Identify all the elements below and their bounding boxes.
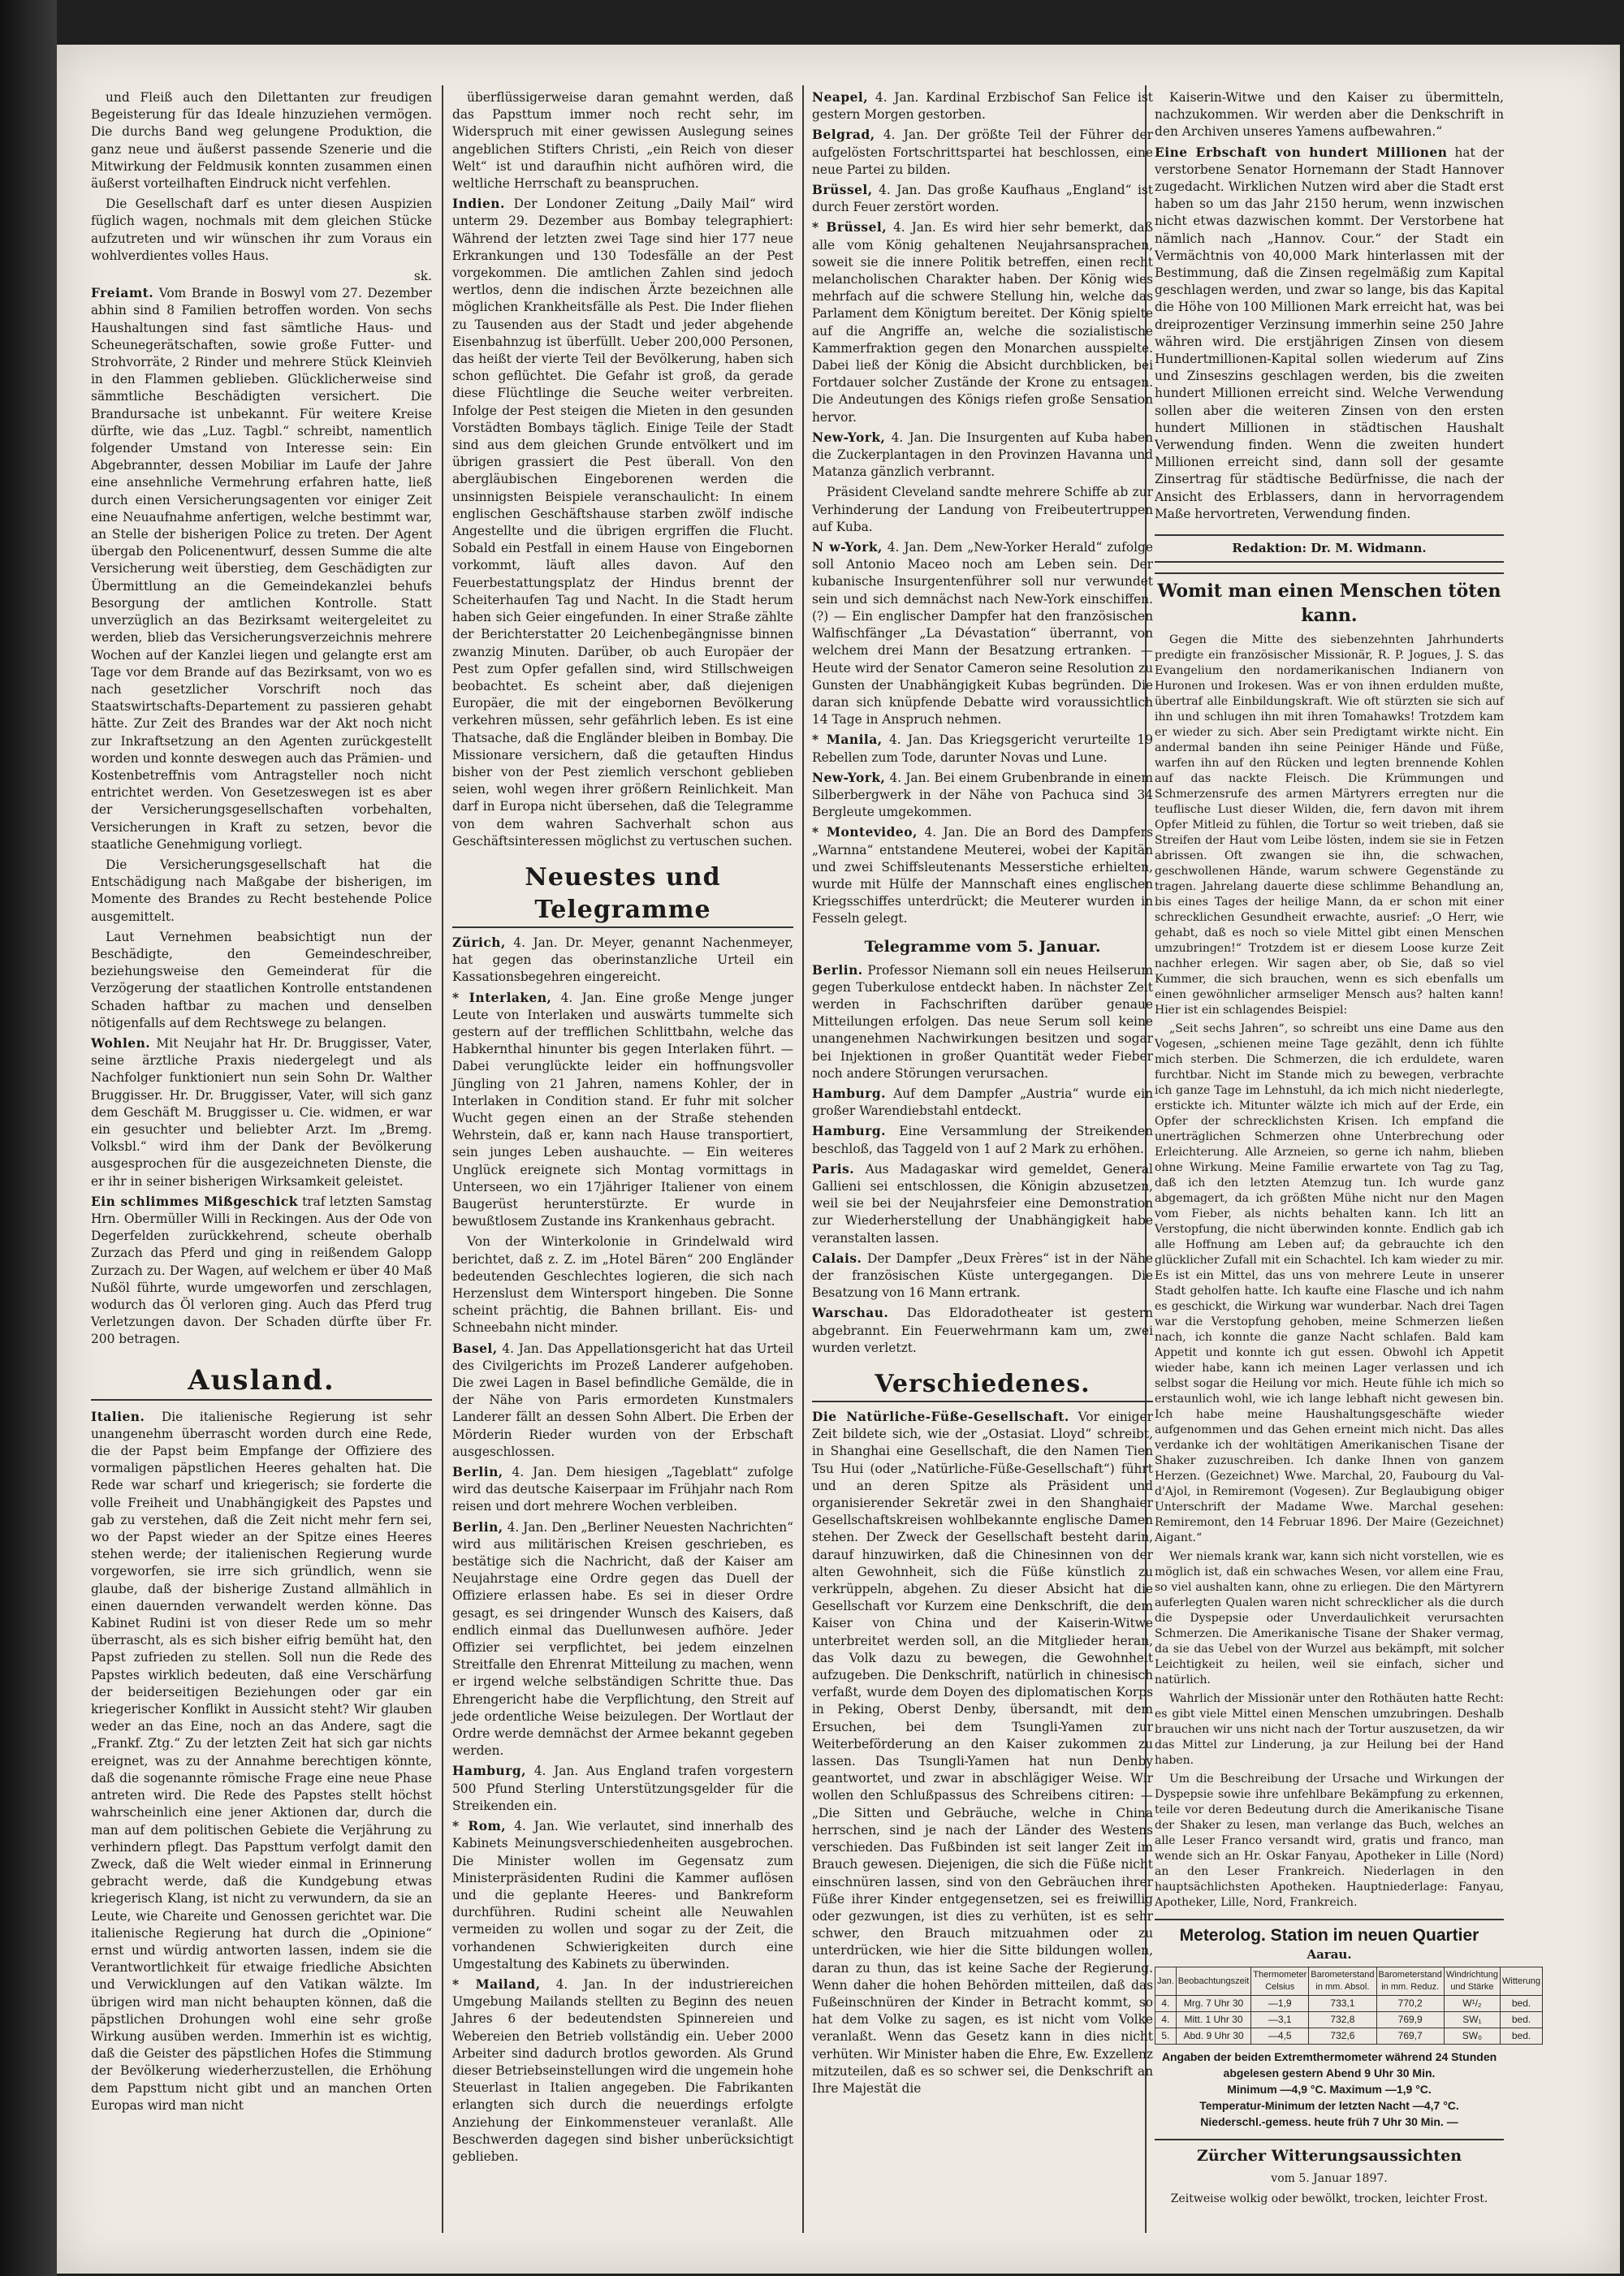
dateline: Berlin, xyxy=(452,1465,503,1480)
dateline: New-York, xyxy=(812,770,886,785)
article-paragraph xyxy=(91,285,432,853)
paragraph-text: 4. Jan. Die an Bord des Dampfers „Warnna“ entstandene Meuterei, wobei der Kapitän und zwei Schiffsleutenants Messerstiche erhielten, wurde mit Hülfe der Mannschaft eines englischen Kriegsschiffes unterdrückt; die Meuterer wurden in Fesseln gelegt. xyxy=(812,825,1153,926)
dateline: Basel, xyxy=(452,1341,498,1356)
article-paragraph xyxy=(452,990,793,1231)
article-paragraph xyxy=(452,935,793,987)
paragraph-text: Kaiserin-Witwe und den Kaiser zu übermitteln, nachzukommen. Wir werden aber die Denkschrift in den Archiven unseres Yamens aufbewahren.“ xyxy=(1155,90,1504,140)
article-paragraph xyxy=(1155,145,1504,523)
meteo-header-cell: Jan. xyxy=(1155,1967,1177,1996)
dateline: * Brüssel, xyxy=(812,220,888,235)
meteo-cell: Abd. 9 Uhr 30 xyxy=(1176,2028,1250,2045)
dateline: Berlin. xyxy=(812,962,863,978)
article-paragraph xyxy=(812,962,1153,1082)
paragraph-text: 4. Jan. Den „Berliner Neuesten Nachrichten“ wird aus militärischen Kreisen geschrieben, es bestätige sich die Nachricht, daß der Kaiser am Neujahrstage eine Ordre gegen das Duell der Offiziere erlassen habe. Es sei in dieser Ordre gesagt, es sei dringender Wunsch des Kaisers, daß endlich einmal das Duellunwesen aufhöre. Jeder Offizier sei verpflichtet, bei jedem einzelnen Streitfalle den Ehrenrat Mitteilung zu machen, wenn er irgend welche selbständigen Schritte thue. Das Ehrengericht habe die Verpflichtung, den Streit auf jede ordentliche Weise beizulegen. Der Wortlaut der Ordre werde demnächst der Armee bekannt gegeben werden. xyxy=(452,1519,793,1759)
article-paragraph xyxy=(91,1409,432,2114)
paragraph-text: Das Eldoradotheater ist gestern abgebrannt. Ein Feuerwehrmann kam um, zwei wurden verletzt. xyxy=(812,1306,1153,1355)
dateline: Wohlen. xyxy=(91,1035,151,1051)
dateline: Neapel, xyxy=(812,90,869,105)
paragraph-text: hat der verstorbene Senator Hornemann der Stadt Hannover zugedacht. Wirklichen Nutzen wird aber die Stadt erst haben so um das Jahr 2150 herum, wenn inzwischen nicht etwas dazwischen kommt. Der Verstorbene hat nämlich nach „Hannov. Cour.“ der Stadt ein Vermächtnis von 40,000 Mark hinterlassen mit der Bestimmung, daß die Zinsen regelmäßig zum Kapital geschlagen werden, und zwar so lange, bis das Kapital die Höhe von 100 Millionen Mark erreicht hat, was bei dreiprozentiger Verzinsung immerhin seine 250 Jahre währen wird. Die erstjährigen Zinsen von diesem Hundertmillionen-Kapital sollen wiederum auf Zins und Zinseszins geschlagen werden, bis die zweiten hundert Millionen erreicht sind. Welche Verwendung sollen aber die weiteren Zinsen von den ersten hundert Millionen in städtischen Haushalt Verwendung finden. Wenn die zweiten hundert Millionen erreicht sind, dann soll der gesamte Zinsertrag für städtische Bedürfnisse, die nach der Ansicht des Erblassers, dann in hervorragendem Maße hervortreten, Verwendung finden. xyxy=(1155,145,1505,521)
article-headline: Womit man einen Menschen töten kann. xyxy=(1155,572,1504,628)
paragraph-text: und Fleiß auch den Dilettanten zur freudigen Begeisterung für das Ideale hinzuziehen vermögen. Die durchs Band weg gelungene Produktion, die ganz neue und äußerst passende Szenerie und die Mitwirkung der Feldmusik konnten zusammen einen äußerst vorteilhaften Eindruck nicht verfehlen. xyxy=(91,90,432,192)
meteo-header-cell: Windrichtung und Stärke xyxy=(1444,1967,1500,1996)
meteo-cell: W¹/₂ xyxy=(1444,1996,1500,2012)
dateline: Paris. xyxy=(812,1161,855,1177)
paragraph-text: Die Versicherungsgesellschaft hat die Entschädigung nach Maßgabe der bisherigen, im Momente des Brandes zu Recht bestehende Police ausgemittelt. xyxy=(91,857,432,924)
dateline: New-York, xyxy=(812,430,886,445)
paragraph-text: 4. Jan. Das große Kaufhaus „England“ ist durch Feuer zerstört worden. xyxy=(812,183,1153,215)
author-signature: sk. xyxy=(413,269,432,284)
meteo-cell: bed. xyxy=(1501,1996,1543,2012)
meteo-note-3: Temperatur-Minimum der letzten Nacht —4,7 °C. xyxy=(1199,2099,1459,2113)
article-paragraph xyxy=(812,770,1153,822)
meteo-box xyxy=(1155,1919,1541,2207)
paragraph-text: 4. Jan. Kardinal Erzbischof San Felice ist gestern Morgen gestorben. xyxy=(812,90,1153,123)
article-paragraph xyxy=(1155,1772,1504,1911)
dateline: Belgrad, xyxy=(812,127,875,143)
column-2 xyxy=(452,89,793,2233)
meteo-place: Aarau. xyxy=(1307,1947,1352,1963)
article-paragraph xyxy=(452,1976,793,2166)
meteo-cell: SW₁ xyxy=(1444,2012,1500,2028)
table-row xyxy=(1155,1996,1543,2012)
dateline: Ein schlimmes Mißgeschick xyxy=(91,1194,298,1209)
meteo-header-cell: Barometerstand in mm. Reduz. xyxy=(1376,1967,1444,1996)
meteo-cell: 732,8 xyxy=(1309,2012,1376,2028)
article-paragraph xyxy=(1155,633,1504,1018)
meteo-cell: —1,9 xyxy=(1251,1996,1309,2012)
paragraph-text: 4. Jan. Aus England trafen vorgestern 500 Pfund Sterling Unterstützungsgelder für die Streikenden ein. xyxy=(452,1764,793,1813)
dateline: Warschau. xyxy=(812,1306,889,1321)
paragraph-text: überflüssigerweise daran gemahnt werden, daß das Papsttum immer noch recht sehr, im Widerspruch mit einer gewissen Auslegung seines angeblichen Stifters Christi, „ein Reich von dieser Welt“ ist und daraufhin nicht aufhören wird, die weltliche Herrschaft zu beanspruchen. xyxy=(452,90,793,192)
paragraph-text: Gegen die Mitte des siebenzehnten Jahrhunderts predigte ein französischer Missionär, R. P. Jogues, J. S. das Evangelium den nordamerikanischen Indianern von Huronen und Irokesen. Was er von ihnen erdulden mußte, übertraf alle Einbildungskraft. Wie oft stürzten sie sich auf ihn und schlugen ihn mit ihren Tomahawks! Trotzdem kam er wieder zu sich. Aber sein Predigtamt wirkte nicht. Ein andermal banden ihn seine Peiniger Hände und Füße, warfen ihn auf den Rücken und legten brennende Kohlen auf das nackte Fleisch. Die Krümmungen und Schmerzensrufe des armen Märtyrers erregten nur die teuflische Lust dieser Wilden, die, fern davon mit ihrem Opfer Mitleid zu fühlen, die Tortur so weit trieben, daß sie Streifen der Haut vom Leibe lösten, indem sie sie in Fetzen abrissen. Oft zwangen sie ihn, die schwachen, geschwollenen Hände, warum schwere Gegenstände zu tragen. Jahrelang dauerte diese schlimme Behandlung an, bis eines Tages der heilige Mann, da er schon mit einer schrecklichen Gesundheit erwachte, ausrief: „O Herr, wie gehabt, daß es noch so viele Mittel gibt einen Menschen umzubringen!“ Trotzdem ist er diesem Loose kurze Zeit nachher erlegen. Wir sagen aber, ob Sie, daß so viel Kummer, die sich brauchen, wenn es sich ebenfalls um einen gewöhnlicher armseliger Mensch aus? halten kann! Hier ist ein schlagendes Beispiel: xyxy=(1155,633,1504,1017)
article-paragraph xyxy=(812,430,1153,482)
meteo-cell: —4,5 xyxy=(1251,2028,1309,2045)
paragraph-text: 4. Jan. Eine große Menge junger Leute von Interlaken und auswärts tummelte sich gestern auf der trefflichen Schlittbahn, welche das Habkernthal hinunter bis gegen Interlaken führt. — Dabei verunglückte leider ein hoffnungsvoller Jüngling von 21 Jahren, namens Kohler, der in Interlaken in Condition stand. Er fuhr mit solcher Wucht gegen einen an der Straße stehenden Wehrstein, daß er, kann nach Hause transportiert, sein junges Leben aushauchte. — Ein weiteres Unglück ereignete sich Montag vormittags in Unterseen, wo ein 17jähriger Italiener von einem Baugerüst herunterstürzte. Er wurde in bewußtlosem Zustande ins Krankenhaus gebracht. xyxy=(452,990,793,1229)
section-heading: Verschiedenes. xyxy=(812,1368,1153,1402)
article-paragraph xyxy=(812,1305,1153,1357)
meteo-header-cell: Witterung xyxy=(1501,1967,1543,1996)
meteo-table xyxy=(1155,1967,1543,2045)
zurich-forecast-text: Zeitweise wolkig oder bewölkt, trocken, leichter Frost. xyxy=(1170,2192,1488,2206)
article-paragraph xyxy=(1155,1549,1504,1688)
meteo-note-4: Niederschl.-gemess. heute früh 7 Uhr 30 Min. — xyxy=(1200,2115,1458,2129)
meteo-cell: bed. xyxy=(1501,2012,1543,2028)
paragraph-text: 4. Jan. Der größte Teil der Führer der aufgelösten Fortschrittspartei hat beschlossen, eine neue Partei zu bilden. xyxy=(812,127,1153,177)
paragraph-text: Um die Beschreibung der Ursache und Wirkungen der Dyspepsie sowie ihre unfehlbare Bekämpfung zu erkennen, teile vor deren Bedeutung durch die Amerikanische Tisane der Shaker zu lesen, man verlange das Buch, welches an alle Leser Franco versandt wird, gratis und franco, man wende sich an Hr. Oskar Fanyau, Apotheker in Lille (Nord) an den Leser Frankreich. Niederlagen in den hauptsächlichsten Apotheken. Hauptniederlage: Fanyau, Apotheker, Lille, Nord, Frankreich. xyxy=(1155,1773,1504,1910)
meteo-cell: 5. xyxy=(1155,2028,1177,2045)
meteo-cell: 769,7 xyxy=(1376,2028,1444,2045)
meteo-note-1: Angaben der beiden Extremthermometer während 24 Stunden abgelesen gestern Abend 9 Uhr 30 Min. xyxy=(1161,2050,1497,2080)
editor-line: Redaktion: Dr. M. Widmann. xyxy=(1155,534,1504,563)
meteo-header-cell: Beobachtungszeit xyxy=(1176,1967,1250,1996)
dateline: Brüssel, xyxy=(812,183,873,198)
dateline: Italien. xyxy=(91,1409,145,1424)
meteo-table-header xyxy=(1155,1967,1543,1996)
article-paragraph xyxy=(812,127,1153,179)
paragraph-text: Auf dem Dampfer „Austria“ wurde ein großer Warendiebstahl entdeckt. xyxy=(812,1086,1153,1119)
paragraph-text: 4. Jan. Dem hiesigen „Tageblatt“ zufolge wird das deutsche Kaiserpaar im Frühjahr nach Rom reisen und dort mehrere Wochen verbleiben. xyxy=(452,1465,793,1514)
article-paragraph xyxy=(452,1519,793,1760)
article-paragraph xyxy=(91,929,432,1032)
article-paragraph xyxy=(812,182,1153,216)
article-paragraph xyxy=(452,196,793,850)
meteo-cell: 769,9 xyxy=(1376,2012,1444,2028)
paragraph-text: Laut Vernehmen beabsichtigt nun der Beschädigte, den Gemeindeschreiber, beziehungsweise den Gemeinderat für die Verzögerung der staatlichen Kontrolle entstandenen Schaden haftbar zu machen und denselben nötigenfalls auf dem Rechtswege zu belangen. xyxy=(91,929,432,1030)
subsection-heading: Telegramme vom 5. Januar. xyxy=(864,937,1101,956)
article-paragraph xyxy=(452,1341,793,1461)
meteo-cell: 4. xyxy=(1155,2012,1177,2028)
paragraph-text: Mit Neujahr hat Hr. Dr. Bruggisser, Vater, seine ärztliche Praxis niedergelegt und als Nachfolger funktioniert nun sein Sohn Dr. Walther Bruggisser. Hr. Dr. Bruggisser, Vater, will sich ganz dem Geschäft M. Bruggisser u. Cie. widmen, er war ein gesuchter und beliebter Arzt. Im „Bremg. Volksbl.“ wird ihm der Dank der Bevölkerung ausgesprochen für die ausgezeichneten Dienste, die er ihr in seiner bisherigen Wirksamkeit geleistet. xyxy=(91,1035,432,1189)
paragraph-text: 4. Jan. Wie verlautet, sind innerhalb des Kabinets Meinungsverschiedenheiten ausgebrochen. Die Minister wollen im Gegensatz zum Ministerpräsidenten Rudini die Kammer auflösen und die geplante Heeres- und Bankreform durchführen. Rudini scheint alle Neuwahlen vermeiden zu wollen und sogar zu der Zeit, die vorhandenen Schwierigkeiten durch eine Umgestaltung des Kabinets zu überwinden. xyxy=(452,1819,794,1972)
column-3 xyxy=(812,89,1153,2233)
meteo-cell: Mrg. 7 Uhr 30 xyxy=(1176,1996,1250,2012)
article-paragraph xyxy=(812,539,1153,728)
paragraph-text: 4. Jan. Dr. Meyer, genannt Nachenmeyer, hat gegen das oberinstanzliche Urteil ein Kassationsbegehren eingereicht. xyxy=(452,935,793,985)
article-paragraph xyxy=(812,1409,1153,2097)
paragraph-text: Vom Brande in Boswyl vom 27. Dezember abhin sind 8 Familien betroffen worden. Von sechs Haushaltungen sind fast sämtliche Haus- und Scheunegerätschaften, sowie große Futter- und Strohvorräte, 2 Rinder und mehrere Stück Kleinvieh in den Flammen geblieben. Glücklicherweise sind sämmtliche Beschädigten versichert. Die Brandursache ist unbekannt. Für weitere Kreise dürfte, wie das „Luz. Tagbl.“ schreibt, namentlich folgender Umstand von Interesse sein: Ein Abgebrannter, dessen Mobiliar im Laufe der Jahre eine ansehnliche Vermehrung erfahren hatte, ließ durch einen Versicherungsagenten vor einiger Zeit eine Neuaufnahme anfertigen, welche bestimmt war, an Stelle der bisherigen Police zu treten. Der Agent übergab den Policenentwurf, dessen Summe die alte Versicherung weit überstieg, dem Geschädigten zur Übermittlung an die Gemeindekanzlei behufs Besorgung der amtlichen Kontrolle. Statt unverzüglich an das Bezirksamt weitergeleitet zu werden, blieb das Versicherungsverzeichnis mehrere Wochen auf der Kanzlei liegen und gelangte erst am Tage vor dem Brande auf das Bezirksamt, von wo es nach gesetzlicher Vorschrift noch das Staatswirtschafts-Departement zu passieren gehabt hätte. Zur Zeit des Brandes war der Akt noch nicht zur Inkraftsetzung an den Agenten zurückgestellt worden und konnte deswegen auch das Prämien- und Kostenbetreffnis vom Antragsteller noch nicht entrichtet werden. Von Gesetzeswegen ist es aber der Versicherungsgesellschaften vorbehalten, Versicherungen in Kraft zu setzen, bevor die staatliche Genehmigung vorliegt. xyxy=(91,286,432,852)
article-paragraph xyxy=(812,1123,1153,1157)
meteo-notes xyxy=(1155,2049,1504,2131)
paragraph-text: 4. Jan. Die Insurgenten auf Kuba haben die Zuckerplantagen in den Provinzen Havanna und Matanza gänzlich verbrannt. xyxy=(812,430,1153,480)
dateline: * Manila, xyxy=(812,732,883,748)
column-rule xyxy=(442,85,443,2233)
article-paragraph xyxy=(812,1250,1153,1302)
meteo-cell: bed. xyxy=(1501,2028,1543,2045)
paragraph-text: Die italienische Regierung ist sehr unangenehm überrascht worden durch eine Rede, die der Papst beim Empfange der Offiziere des vormaligen päpstlichen Heeres gehalten hat. Die Rede war scharf und kriegerisch; sie forderte die volle Freiheit und Unabhängigkeit des Papstes und gab zu verstehen, daß die Zeit nicht mehr fern sei, wo der Papst wieder an der Spitze eines Heeres stehen werde; der italienischen Regierung wurde vorgeworfen, sie irre sich gründlich, wenn sie glaube, daß der bisherige Zustand allmählich in einen dauernden verwandelt werden könne. Das Kabinet Rudini ist von dieser Rede um so mehr überrascht, als es sich bisher eifrig bemüht hat, den Papst zufrieden zu stellen. Soll nun die Rede des Papstes wirklich bedeuten, daß eine Verschärfung der beiderseitigen Beziehungen oder gar ein kriegerischer Konflikt in Aussicht steht? Wir glauben weder an das Eine, noch an das Andere, sagt die „Frankf. Ztg.“ Zu der letzten Zeit hat sich gar nichts ereignet, was zu der Annahme berechtigen könnte, daß die sogenannte römische Frage eine neue Phase antreten wird. Die Rede des Papstes stellt höchst wahrscheinlich eine jener Aktionen dar, durch die man auf dem politischen Gebiete die Verjährung zu verhindern pflegt. Das Papsttum verfolgt damit den Zweck, daß die Welt wieder einmal in Erinnerung gebracht werde, daß die Kundgebung etwas kriegerisch Klang, ist nicht zu verwundern, da sie an Leute, wie Chareite und Genossen gerichtet war. Die italienische Regierung hat durch die „Opinione“ ernst und würdig antworten lassen, indem sie die Verantwortlichkeit für etwaige friedliche Absichten und Verwicklungen auf den Vatikan wälzte. Im übrigen wird man nicht behaupten können, daß die päpstlichen Drohungen wohl eine sehr große Wirkung ausüben werden. Immerhin ist es wichtig, daß die Geister des päpstlichen Hofes die Stimmung der Bevölkerung wiederherzustellen, die Erhöhung dem Papsttum nicht gibt und an manchen Orten Europas wird man nicht xyxy=(91,1409,432,2113)
zurich-forecast-title: Zürcher Witterungsaussichten xyxy=(1155,2139,1504,2166)
meteo-cell: 733,1 xyxy=(1309,1996,1376,2012)
article-paragraph xyxy=(812,824,1153,927)
table-row xyxy=(1155,2028,1543,2045)
dateline: * Mailand, xyxy=(452,1976,541,1992)
article-paragraph xyxy=(812,1161,1153,1247)
page-edge-shadow xyxy=(0,0,57,2276)
article-paragraph xyxy=(812,219,1153,425)
dateline: Eine Erbschaft von hundert Millionen xyxy=(1155,145,1448,160)
paragraph-text: Aus Madagaskar wird gemeldet, General Gallieni sei entschlossen, die Königin abzusetzen, weil sie bei der Neujahrsfeier eine Demonstration zur Wiederherstellung der Unabhängigkeit habe veranstalten lassen. xyxy=(812,1161,1153,1246)
paragraph-text: Präsident Cleveland sandte mehrere Schiffe ab zur Verhinderung der Landung von Freibeutertruppen auf Kuba. xyxy=(812,485,1153,534)
paragraph-text: Die Gesellschaft darf es unter diesen Auspizien füglich wagen, nochmals mit dem gleichen Stücke aufzutreten und wir wünschen ihr zum Voraus ein wohlverdientes volles Haus. xyxy=(91,197,432,263)
paragraph-text: Professor Niemann soll ein neues Heilserum gegen Tuberkulose entdeckt haben. In nächster Zeit werden in Fachschriften darüber genaue Mitteilungen erfolgen. Das neue Serum soll keine unangenehmen Nachwirkungen besitzen und sogar bei Injektionen in großer Quantität weder Fieber noch andere Störungen verursachen. xyxy=(812,962,1153,1081)
dateline: Freiamt. xyxy=(91,286,154,301)
meteo-table-body xyxy=(1155,1996,1543,2045)
paragraph-text: Wahrlich der Missionär unter den Rothäuten hatte Recht: es gibt viele Mittel einen Menschen umzubringen. Deshalb brauchen wir uns nicht nach der Tortur auszusetzen, da wir das Mittel zur Linderung, ja zur Heilung bei der Hand haben. xyxy=(1155,1692,1504,1768)
column-1 xyxy=(91,89,432,2233)
zurich-forecast-date: vom 5. Januar 1897. xyxy=(1271,2172,1388,2186)
paragraph-text: traf letzten Samstag Hrn. Obermüller Willi in Reckingen. Aus der Ode von Degerfelden zurückkehrend, scheute oberhalb Zurzach das Pferd und ging in reißendem Galopp Zurzach zu. Der Wagen, auf welchem er über 40 Maß Nußöl führte, wurde umgeworfen und zerschlagen, wodurch das Öl verloren ging. Auch das Pferd trug Verletzungen davon. Der Schaden dürfte über Fr. 200 betragen. xyxy=(91,1194,432,1347)
article-paragraph xyxy=(91,1194,432,1349)
article-paragraph xyxy=(1155,1021,1504,1546)
paragraph-text: Der Dampfer „Deux Frères“ ist in der Nähe der französischen Küste untergegangen. Die Besatzung von 16 Mann ertrank. xyxy=(812,1250,1153,1301)
article-paragraph xyxy=(812,1086,1153,1120)
article-paragraph xyxy=(452,1818,793,1973)
paragraph-text: Eine Versammlung der Streikenden beschloß, das Taggeld von 1 auf 2 Mark zu erhöhen. xyxy=(812,1124,1153,1156)
meteo-cell: 4. xyxy=(1155,1996,1177,2012)
dateline: * Rom, xyxy=(452,1819,507,1834)
section-heading: Ausland. xyxy=(91,1362,432,1401)
article-paragraph xyxy=(1155,1691,1504,1769)
meteo-header-cell: Barometerstand in mm. Absol. xyxy=(1309,1967,1376,1996)
column-4-body xyxy=(1155,89,1504,1911)
paragraph-text: 4. Jan. Es wird hier sehr bemerkt, daß alle vom König gehaltenen Neujahrsansprachen, soweit sie die innere Politik betreffen, einen recht melancholischen Charakter haben. Der König wies mehrfach auf die schwere Stellung hin, welche das Parlament dem Königtum bereitet. Der König spielte auf die Angriffe an, welche die sozialistische Kammerfraktion gegen den Monarchen ausspielte. Dabei ließ der König die Absicht durchblicken, bei Fortdauer solcher Zustände der Krone zu entsagen. Die Andeutungen des Königs riefen große Sensation hervor. xyxy=(812,220,1153,425)
article-paragraph xyxy=(91,89,432,192)
paragraph-text: Vor einiger Zeit bildete sich, wie der „Ostasiat. Lloyd“ schreibt, in Shanghai eine Gesellschaft, die den Namen Tien Tsu Hui (oder „Natürliche-Füße-Gesellschaft“) führt und an deren Spitze als Präsident und organisierender Sekretär zwei in den Shanghaier Gesellschaftskreisen wohlbekannte englische Damen stehen. Der Zweck der Gesellschaft besteht darin, darauf hinzuwirken, daß die Chinesinnen von der alten Gewohnheit, sich die Füße künstlich zu verkrüppeln, abgehen. Zu dieser Absicht hat die Gesellschaft vor Kurzem eine Denkschrift, die dem Kaiser von China und der Kaiserin-Witwe unterbreitet werden soll, an die Mitglieder heran, das Volk dazu zu bewegen, die Gewohnheit aufzugeben. Die Denkschrift, natürlich in chinesisch verfaßt, wurde dem Doyen des diplomatischen Korps in Peking, Oberst Denby, übersandt, mit dem Ersuchen, bei dem Tsungli-Yamen zur Weiterbeförderung an den Kaiser zukommen zu lassen. Das Tsungli-Yamen hat nun Denby geantwortet, und zwar in abschlägiger Weise. Wir wollen den Schlußpassus des Schreibens citiren: — „Die Sitten und Gebräuche, welche in China herrschen, sind je nach der Länder des Westens verschieden. Das Fußbinden ist seit langer Zeit im Brauch gewesen. Diejenigen, die sich die Füße nicht einschnüren lassen, sind von den Gebräuchen ihrer Füße ihrer Kinder entgegensetzen, sei es freiwillig oder gezwungen, ist dies zu verhüten, ist es sehr schwer, den Brauch mitzuahmen oder zu unterdrücken, wie hier die Sitte bildungen wollen, daran zu thun, das ist keine Sache der Regierung. Wenn daher die hohen Behörden mitteilen, daß das Fußeinschnüren der Kinder in Betracht kommt, so hat dem Volke zu sagen, es ist nicht vom Volke veranlaßt. Wenn das Gesetz kann in dies nicht verhüten. Wir Minister haben die Ehre, Ew. Exzellenz mitzuteilen, daß es so schwer sei, die Denkschrift an Ihre Majestät die xyxy=(812,1410,1153,2096)
paragraph-text: 4. Jan. Das Kriegsgericht verurteilte 19 Rebellen zum Tode, darunter Novas und Lune. xyxy=(812,732,1153,765)
meteo-cell: 732,6 xyxy=(1309,2028,1376,2045)
article-paragraph xyxy=(452,1464,793,1516)
paragraph-text: „Seit sechs Jahren“, so schreibt uns eine Dame aus den Vogesen, „schienen meine Tage gezählt, denn ich fühlte mich sterben. Die Schmerzen, die ich erduldete, waren furchtbar. Nicht im Stande mich zu bewegen, verbrachte ich ganze Tage im Lehnstuhl, da ich mich nicht niederlegte, erstickte ich. Mitunter wälzte ich mich auf der Erde, ein Opfer der schrecklichsten Krisen. Ich empfand die unerträglichen Schmerzen ohne Unterbrechung oder Erleichterung. Alle Arzneien, so gerne ich nahm, blieben ohne Wirkung. Meine Familie erwartete von Tag zu Tag, daß ich den letzten Atemzug tun. Ich wurde ganz abgemagert, da ich größten Mühe nicht nur den Magen vom Fieber, als nichts behalten kann. Ich litt an Verstopfung, die nicht überwinden konnte. Endlich gab ich alle Hoffnung am Leben auf; da gebrauchte ich den glücklicher Zufall mit ein Schachtel. Ich kam wieder zu mir. Es ist ein Mittel, das uns von mehrere Leute in unserer Stadt geholfen hatte. Ich kaufte eine Flasche und ich nahm es geschickt, die Wirkung war wunderbar. Nach drei Tagen war die Verstopfung gehoben, meine Schmerzen ließen nach, ich konnte die ganze Nacht schlafen. Bald kam Appetit und konnte ich gut essen. Obwohl ich Appetit wieder habe, kann ich meinen Lager verlassen und ich selbst sogar die Heilung vor mich. Heute fühle ich mich so erstaunlich wohl, wie ich lange lebhaft nicht gewesen bin. Ich habe meine Haushaltungsgeschäfte wieder aufgenommen und das Gehen erneint mich nicht. Das alles verdanke ich der wohltätigen Amerikanischen Tisane der Shaker zuzuschreiben. Ich danke Ihnen von ganzem Herzen. (Gezeichnet) Wwe. Marchal, 20, Faubourg du Val-d'Ajol, in Remiremont (Vogesen). Zur Beglaubigung obiger Unterschrift der Madame Wwe. Marchal gesehen: Remiremont, den 14 Februar 1896. Der Maire (Gezeichnet) Aigant.“ xyxy=(1155,1022,1504,1545)
dateline: Zürich, xyxy=(452,935,506,950)
dateline: * Montevideo, xyxy=(812,825,918,840)
article-paragraph xyxy=(812,89,1153,123)
dateline: Hamburg, xyxy=(452,1764,526,1779)
paragraph-text: Von der Winterkolonie in Grindelwald wird berichtet, daß z. Z. im „Hotel Bären“ 200 Engländer bedeutenden Geschlechtes logieren, die sich nach Herzenslust dem Wintersport hingeben. Die Sonne scheint prächtig, die Bahnen brillant. Eis- und Schneebahn nicht minder. xyxy=(452,1234,793,1336)
column-rule xyxy=(802,85,804,2233)
meteo-cell: SW₀ xyxy=(1444,2028,1500,2045)
paragraph-text: 4. Jan. Bei einem Grubenbrande in einem Silberbergwerk in der Nähe von Pachuca sind 34 Bergleute umgekommen. xyxy=(812,770,1153,820)
article-paragraph xyxy=(91,1035,432,1190)
dateline: Hamburg. xyxy=(812,1086,886,1101)
article-paragraph xyxy=(91,857,432,926)
article-paragraph xyxy=(1155,89,1504,141)
article-paragraph xyxy=(91,196,432,265)
dateline: Indien. xyxy=(452,197,505,212)
dateline: Calais. xyxy=(812,1250,862,1266)
meteo-note-2: Minimum —4,9 °C. Maximum —1,9 °C. xyxy=(1227,2083,1432,2097)
paragraph-text: 4. Jan. In der industriereichen Umgebung Mailands stellten zu Beginn des neuen Jahres 6 der bedeutendsten Spinnereien und Webereien den Betrieb vollständig ein. Ueber 2000 Arbeiter sind dadurch brotlos geworden. Als Grund dieser Betriebseinstellungen wird die ungemein hohe Steuerlast in Italien angegeben. Die Fabrikanten erlangten sich durch die neuerdings erfolgte Anziehung der Einkommensteuer veranlaßt. Alle Beschwerden dagegen sind bisher unberücksichtigt geblieben. xyxy=(452,1976,793,2164)
paragraph-text: Der Londoner Zeitung „Daily Mail“ wird unterm 29. Dezember aus Bombay telegraphiert: Während der letzten zwei Tage sind hier 177 neue Erkrankungen und 130 Todesfälle an der Pest vorgekommen. Die amtlichen Zahlen sind jedoch wertlos, denn die indischen Ärzte bezeichnen alle möglichen Krankheitsfälle als Pest. Die Inder fliehen zu Tausenden aus der Stadt und jeder abgehende Eisenbahnzug ist überfüllt. Ueber 200,000 Personen, das heißt der vierte Teil der Bevölkerung, haben sich schon geflüchtet. Die Gefahr ist groß, da gerade diese Flüchtlinge die Seuche weiter verbreiten. Infolge der Pest steigen die Mieten in den gesunden Vorstädten Bombays täglich. Einige Teile der Stadt sind aus dem gleichen Grunde entvölkert und im übrigen grassiert die Pest überall. Von den abergläubischen Eingeborenen werden die unsinnigsten Beispiele veranschaulicht: In einem englischen Geschäftshause starben zwölf indische Angestellte und die übrigen ergriffen die Flucht. Sobald ein Pestfall in einem Hause von Eingebornen vorkommt, läuft alles davon. Auf den Feuerbestattungsplatz der Hindus brennt der Scheiterhaufen Tag und Nacht. In die Stadt herum haben sich Geier eingefunden. In einer Straße zählte der Berichterstatter 20 Leichenbegängnisse binnen zwanzig Minuten. Darüber, ob auch Europäer der Pest zum Opfer gefallen sind, wird Stillschweigen beobachtet. Es scheint aber, daß diejenigen Europäer, die mit der eingebornen Bevölkerung verkehren müssen, sehr gefährlich leben. Es ist eine Thatsache, daß die Engländer bleiben in Bombay. Die Missionare versichern, daß die getauften Hindus bisher von der Pest ziemlich verschont geblieben seien, wohl wegen ihrer größern Reinlichkeit. Man darf in Europa nicht übersehen, daß die Telegramme von dem wahren Sachverhalt schon aus Geschäftsinteressen möglichst zu vertuschen suchen. xyxy=(452,197,793,849)
table-row xyxy=(1155,2012,1543,2028)
paragraph-text: Wer niemals krank war, kann sich nicht vorstellen, wie es möglich ist, daß ein schwaches Wesen, vor allem eine Frau, so viel aushalten kann, ohne zu erliegen. Die den Märtyrern auferlegten Qualen waren nicht schrecklicher als die durch die Dyspepsie oder Unverdaulichkeit verursachten Schmerzen. Die Amerikanische Tisane der Shaker vermag, da sie das Uebel von der Wurzel aus bekämpft, mit solcher Leichtigkeit zu heilen, weil sie einfach, sicher und natürlich. xyxy=(1155,1550,1504,1687)
dateline: Die Natürliche-Füße-Gesellschaft. xyxy=(812,1410,1069,1425)
article-paragraph xyxy=(812,732,1153,766)
article-paragraph xyxy=(452,1233,793,1337)
paragraph-text: 4. Jan. Das Appellationsgericht hat das Urteil des Civilgerichts im Prozeß Landerer aufgehoben. Die zwei Lagen in Basel befindliche Gemälde, die in der Nähe von Paris ermordeten Kunstmalers Landerer fällt an dessen Sohn Albert. Die Erben der Mörderin Rieder wurden von der Erbschaft ausgeschlossen. xyxy=(452,1341,793,1459)
meteo-cell: Mitt. 1 Uhr 30 xyxy=(1176,2012,1250,2028)
dateline: Berlin, xyxy=(452,1519,503,1535)
dateline: Hamburg. xyxy=(812,1124,886,1139)
meteo-cell: 770,2 xyxy=(1376,1996,1444,2012)
section-heading: Neuestes und Telegramme xyxy=(452,862,793,928)
article-paragraph xyxy=(452,89,793,192)
meteo-cell: —3,1 xyxy=(1251,2012,1309,2028)
meteo-title: Meterolog. Station im neuen Quartier xyxy=(1155,1919,1504,1946)
meteo-header-cell: Thermometer Celsius xyxy=(1251,1967,1309,1996)
paragraph-text: 4. Jan. Dem „New-Yorker Herald“ zufolge soll Antonio Maceo noch am Leben sein. Der kubanische Insurgentenführer soll nur verwundet sein und sich demnächst nach New-York einschiffen. (?) — Ein englischer Dampfer hat den französischen Walfischfänger „La Dévastation“ überrannt, von welchem drei Mann der Besatzung ertranken. — Heute wird der Senator Cameron seine Resolution zu Gunsten der Unabhängigkeit Kubas begründen. Die daran sich knüpfende Debatte wird voraussichtlich 14 Tage in Anspruch nehmen. xyxy=(812,540,1153,728)
dateline: N w-York, xyxy=(812,540,883,555)
article-paragraph xyxy=(452,1763,793,1815)
dateline: * Interlaken, xyxy=(452,990,552,1005)
article-paragraph xyxy=(812,484,1153,536)
column-4 xyxy=(1155,89,1541,2233)
